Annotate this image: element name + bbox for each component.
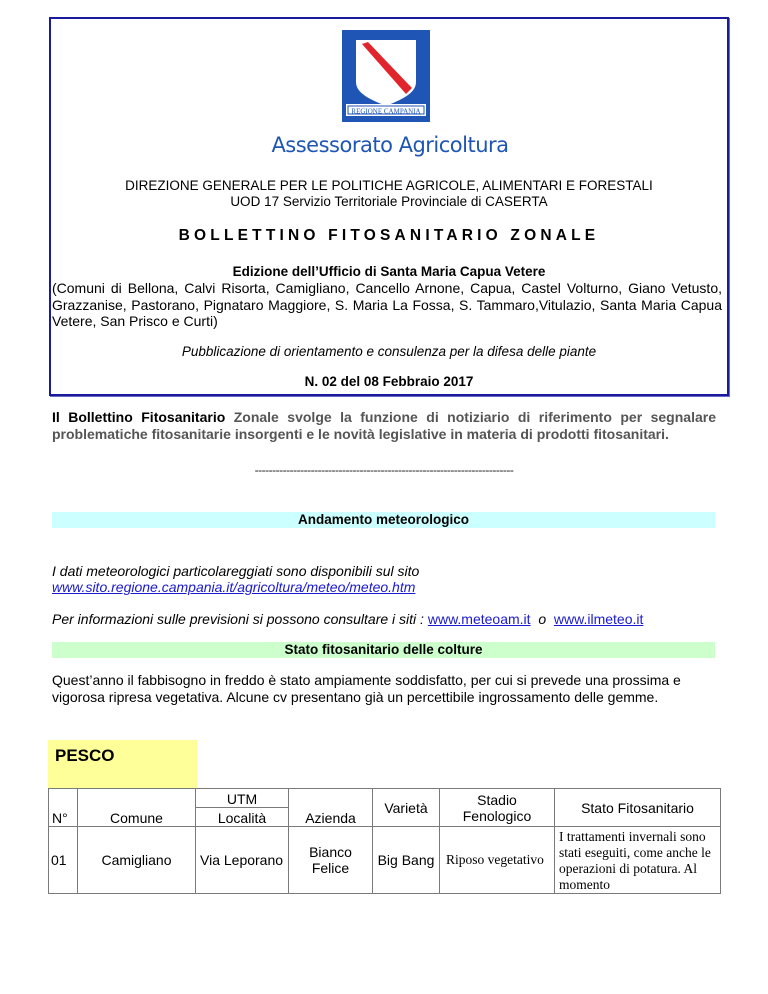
cell-comune: Camigliano	[78, 827, 196, 894]
section-heading-stato: Stato fitosanitario delle colture	[52, 642, 715, 658]
municipalities-list: (Comuni di Bellona, Calvi Risorta, Camigliano, Cancello Arnone, Capua, Castel Volturno, Giano Vetusto, Grazzanise, Pastorano, Pignataro Maggiore, S. Maria La Fossa, S. Tammaro,Vitulazio, Santa Maria Capua Vetere, San Prisco e Curti)	[52, 280, 722, 329]
direzione-line: DIREZIONE GENERALE PER LE POLITICHE AGRICOLE, ALIMENTARI E FORESTALI	[125, 178, 653, 193]
crop-title-pesco: PESCO	[55, 746, 115, 765]
cell-localita: Via Leporano	[196, 827, 289, 894]
issue-number: N. 02 del 08 Febbraio 2017	[304, 374, 474, 389]
col-header-n: N°	[49, 789, 78, 827]
table-header-row	[49, 789, 721, 808]
section-heading-meteo: Andamento meteorologico	[52, 512, 715, 528]
col-header-utm: UTM	[196, 789, 289, 808]
pesco-table	[48, 788, 721, 894]
cell-stadio: Riposo vegetativo	[440, 827, 555, 894]
bulletin-title: BOLLETTINO FITOSANITARIO ZONALE	[178, 227, 600, 244]
assessorato-caption: Assessorato Agricoltura	[271, 133, 509, 157]
col-header-azienda: Azienda	[289, 789, 373, 827]
svg-text:REGIONE CAMPANIA: REGIONE CAMPANIA	[351, 107, 421, 116]
stato-paragraph: Quest’anno il fabbisogno in freddo è stato ampiamente soddisfatto, per cui si prevede una prossima e vigorosa ripresa vegetativa. Alcune cv presentano già un percettibile ingrossamento delle gemme.	[52, 672, 681, 705]
cell-varieta: Big Bang	[373, 827, 440, 894]
coat-of-arms-icon	[342, 30, 430, 122]
separator-line: --------------------------------------------------------------------------	[254, 463, 514, 477]
cell-n: 01	[49, 827, 78, 894]
col-header-varieta: Varietà	[373, 789, 440, 827]
meteo-text: I dati meteorologici particolareggiati sono disponibili sul sito	[52, 563, 420, 579]
col-header-localita: Località	[196, 808, 289, 827]
forecast-text	[52, 611, 643, 627]
col-header-comune: Comune	[78, 789, 196, 827]
uod-line: UOD 17 Servizio Territoriale Provinciale di CASERTA	[230, 194, 548, 209]
col-header-stadio: Stadio Fenologico	[440, 789, 555, 827]
cell-stato: I trattamenti invernali sono stati eseguiti, come anche le operazioni di potatura. Al momento	[555, 827, 721, 894]
publication-subtitle: Pubblicazione di orientamento e consulenza per la difesa delle piante	[181, 344, 597, 359]
regione-campania-logo	[342, 30, 430, 122]
intro-rest: Zonale svolge la funzione di notiziario di riferimento per segnalare problematiche fitosanitarie insorgenti e le novità legislative in materia di prodotti fitosanitari.	[52, 409, 716, 442]
col-header-stato: Stato Fitosanitario	[555, 789, 721, 827]
edition-line: Edizione dell’Ufficio di Santa Maria Capua Vetere	[232, 264, 546, 279]
cell-azienda: Bianco Felice	[289, 827, 373, 894]
intro-paragraph	[52, 409, 716, 443]
intro-lead: Il Bollettino Fitosanitario	[52, 409, 226, 425]
forecast-connector: o	[530, 611, 554, 627]
meteo-link[interactable]: www.sito.regione.campania.it/agricoltura/meteo/meteo.htm	[52, 579, 416, 595]
table-row	[49, 827, 721, 894]
meteoam-link[interactable]: www.meteoam.it	[427, 611, 531, 627]
forecast-label: Per informazioni sulle previsioni si possono consultare i siti :	[52, 611, 428, 627]
ilmeteo-link[interactable]: www.ilmeteo.it	[553, 611, 644, 627]
